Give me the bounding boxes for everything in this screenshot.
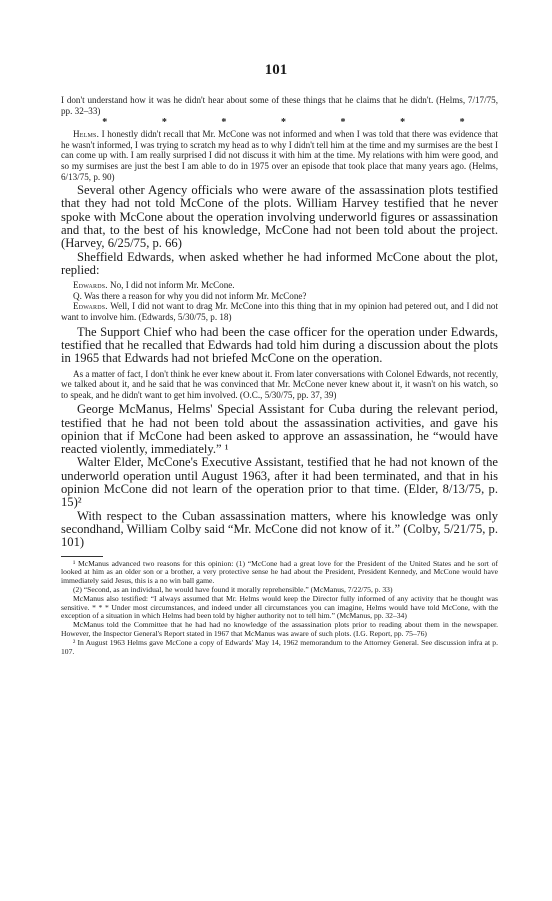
page-number: 101 <box>264 62 288 78</box>
exchange-text: No, I did not inform Mr. McCone. <box>110 280 235 291</box>
exchange-line <box>61 291 498 302</box>
footnote: McManus also testified: “I always assumed that Mr. Helms would keep the Director fully informed of any activity that he thought was sensitive. * * * Under most circumstances, and indeed under all circumstances you can imagine, Helms would have told McCone, with the exception of a situation in which Helms had been told by higher authority not to tell him.” (McManus, pp. 32–34) <box>61 593 498 621</box>
testimony-text: I honestly didn't recall that Mr. McCone was not informed and when I was told that there was evidence that he wasn't informed, I was trying to scratch my head as to why I didn't tell him at the time and my surmises are the best I can come up with. I am really surprised I did not discuss it with him at the time. My relations with him were good, and so my surmises are just the best I am able to do in 1975 over an episode that took place that many years ago. (Helms, 6/13/75, p. 90) <box>61 129 499 182</box>
footnote: ² In August 1963 Helms gave McCone a copy of Edwards' May 14, 1962 memorandum to the Attorney General. See discussion infra at p. 107. <box>61 637 498 656</box>
separator-star: * <box>280 117 286 129</box>
footnote: (2) “Second, as an individual, he would have found it morally reprehensible.” (McManus, 7/22/75, p. 33) <box>73 584 393 594</box>
separator-star: * <box>400 117 406 129</box>
testimony-excerpt-helms-1 <box>61 95 498 656</box>
paragraph-edwards-intro: Sheffield Edwards, when asked whether he had informed McCone about the plot, replied: <box>61 249 498 277</box>
testimony-text: I don't understand how it was he didn't hear about some of these things that he claims that he didn't. (Helms, 7/17/75, pp. 32–33) <box>61 95 498 116</box>
separator-star: * <box>221 117 227 129</box>
paragraph-elder: Walter Elder, McCone's Executive Assistant, testified that he had not known of the underworld operation until August 1963, after it had been terminated, and that in his opinion McCone did not learn of the operation prior to that time. (Elder, 8/13/75, p. 15)² <box>61 455 498 510</box>
separator-star: * <box>161 117 167 129</box>
footnote: ¹ McManus advanced two reasons for this opinion: (1) “McCone had a great love for the President of the United States and he sort of looked at him as an older son or a brother, a very protective sense he had about the President, President Kennedy, and McCone would have immediately said Jesus, this is a no win ball game. <box>61 558 498 586</box>
paragraph-harvey: Several other Agency officials who were aware of the assassination plots testified that they had not told McCone of the plots. William Harvey testified that he never spoke with McCone about the operation involving underworld figures or assassination and that, to the best of his knowledge, McCone had not been told about the project. (Harvey, 6/25/75, p. 66) <box>61 183 498 251</box>
separator-star: * <box>340 117 346 129</box>
quote-support-chief: As a matter of fact, I don't think he ever knew about it. From later conversations with Colonel Edwards, not recently, we talked about it, and he said that he was convinced that Mr. McCone never knew about it, it wasn't on his watch, so to speak, and he didn't want to get him involved. (O.C., 5/30/75, pp. 37, 39) <box>61 368 498 400</box>
speaker-label: Q. <box>73 290 82 301</box>
speaker-label: Edwards. <box>73 301 108 312</box>
footnotes <box>61 560 498 657</box>
exchange-text: Well, I did not want to drag Mr. McCone into this thing that in my opinion had petered out, and I did not want to involve him. (Edwards, 5/30/75, p. 18) <box>61 301 499 323</box>
section-separator <box>61 116 498 129</box>
exchange-line <box>61 280 498 291</box>
speaker-label: Edwards. <box>73 280 108 291</box>
speaker-label: Helms. <box>73 129 100 140</box>
exchange-line <box>61 301 498 322</box>
footnote: McManus told the Committee that he had had no knowledge of the assassination plots prior to reading about them in the newspaper. However, the Inspector General's Report stated in 1967 that McManus was aware of such plots. (I.G. Report, pp. 75–76) <box>61 620 498 638</box>
paragraph-colby: With respect to the Cuban assassination matters, where his knowledge was only secondhand, William Colby said “Mr. McCone did not know of it.” (Colby, 5/21/75, p. 101) <box>61 508 498 550</box>
paragraph-mcmanus: George McManus, Helms' Special Assistant for Cuba during the relevant period, testified that he had not been told about the assassination activities, and gave his opinion that if McCone had been asked to approve an assassination, he “would have reacted violently, immediately.” ¹ <box>61 402 498 457</box>
separator-star: * <box>102 117 108 129</box>
edwards-exchange <box>61 280 498 322</box>
testimony-excerpt-helms-2 <box>61 129 498 182</box>
footnote-divider <box>61 556 103 557</box>
separator-star: * <box>459 117 465 129</box>
exchange-text: Was there a reason for why you did not inform Mr. McCone? <box>83 290 307 301</box>
paragraph-support-chief: The Support Chief who had been the case officer for the operation under Edwards, testified that he recalled that Edwards had told him during a discussion about the plots in 1965 that Edwards had not briefed McCone on the operation. <box>61 324 498 366</box>
